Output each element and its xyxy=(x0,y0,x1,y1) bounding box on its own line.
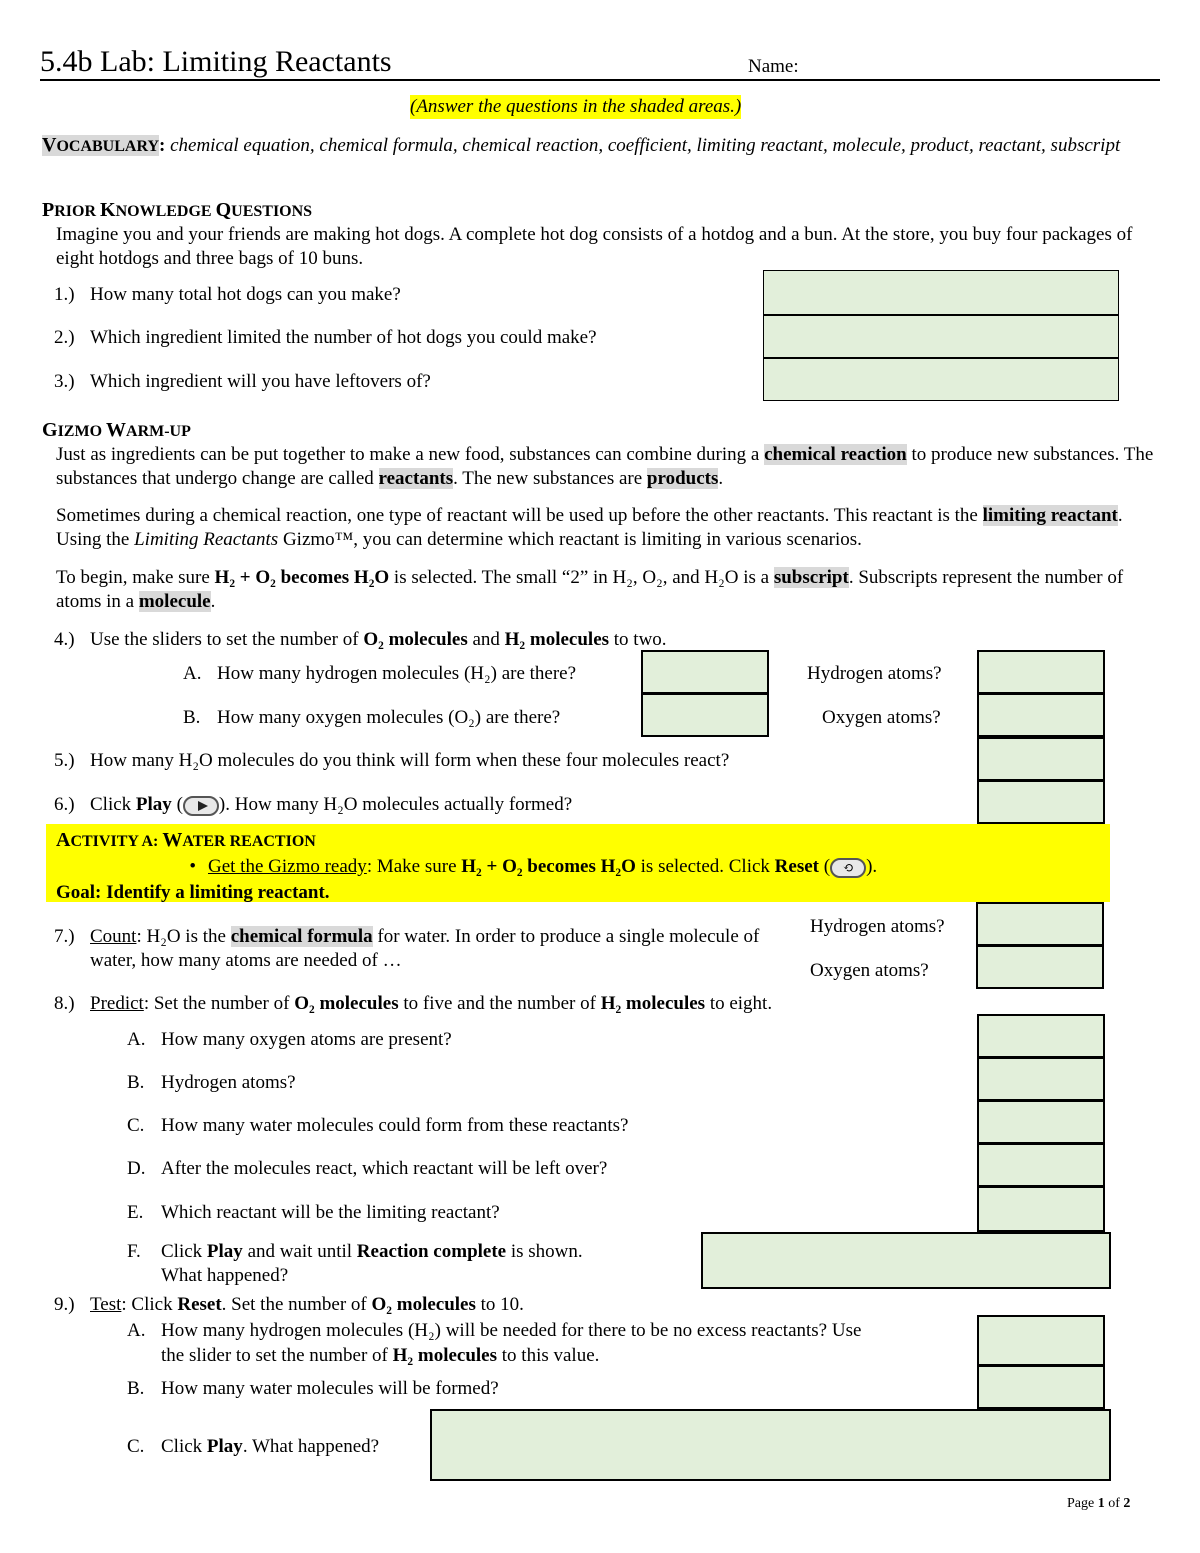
answer-box-4b[interactable] xyxy=(641,693,769,737)
answer-box-9a[interactable] xyxy=(977,1315,1105,1366)
question-8: 8.) Predict: Set the number of O₂ molecules to five and the number of H₂ molecules to eight. xyxy=(54,993,773,1014)
question-8f-followup: What happened? xyxy=(161,1265,289,1286)
warmup-paragraph-2: Sometimes during a chemical reaction, one type of reactant will be used up before the other reactants. This reactant is the limiting reactant. Using the Limiting Reactants Gizmo™, you can determine which reactant is limiting in various scenarios. xyxy=(56,505,1123,550)
answer-box-3[interactable] xyxy=(763,357,1119,401)
question-5: 5.) How many H₂O molecules do you think will form when these four molecules react? xyxy=(54,750,730,771)
question-8e: E. Which reactant will be the limiting reactant? xyxy=(127,1202,500,1223)
question-1: 1.) How many total hot dogs can you make? xyxy=(54,284,401,305)
instructions: (Answer the questions in the shaded areas.) xyxy=(410,96,742,117)
gizmo-warmup-heading: GIZMO WARM-UP xyxy=(42,419,191,441)
answer-box-8c[interactable] xyxy=(977,1100,1105,1144)
goal-line: Goal: Identify a limiting reactant. xyxy=(56,882,330,903)
answer-box-8a[interactable] xyxy=(977,1014,1105,1058)
answer-box-5[interactable] xyxy=(977,737,1105,781)
page-number: Page 1 of 2 xyxy=(1067,1496,1131,1511)
question-9c: C. Click Play. What happened? xyxy=(127,1436,380,1457)
answer-box-8b[interactable] xyxy=(977,1057,1105,1101)
answer-box-8d[interactable] xyxy=(977,1143,1105,1187)
play-icon xyxy=(183,796,219,816)
question-8c: C. How many water molecules could form from these reactants? xyxy=(127,1115,629,1136)
header-rule xyxy=(40,79,1160,81)
answer-box-2[interactable] xyxy=(763,314,1119,358)
reset-icon: ⟲ xyxy=(830,858,866,878)
question-4b: B. How many oxygen molecules (O₂) are there? xyxy=(183,707,561,728)
answer-box-4b-atoms[interactable] xyxy=(977,693,1105,737)
question-4a: A. How many hydrogen molecules (H₂) are there? xyxy=(183,663,577,684)
question-9: 9.) Test: Click Reset. Set the number of O₂ molecules to 10. xyxy=(54,1294,524,1315)
answer-box-8f[interactable] xyxy=(701,1232,1111,1289)
answer-box-9b[interactable] xyxy=(977,1365,1105,1409)
question-9b: B. How many water molecules will be formed? xyxy=(127,1378,499,1399)
question-4a-side: Hydrogen atoms? xyxy=(807,663,942,684)
activity-a-heading: ACTIVITY A: WATER REACTION xyxy=(56,829,316,851)
vocabulary-terms: chemical equation, chemical formula, chemical reaction, coefficient, limiting reactant, molecule, product, reactant, subscript xyxy=(170,135,1121,156)
vocabulary-label: VOCABULARY xyxy=(42,134,160,156)
question-4b-side: Oxygen atoms? xyxy=(822,707,941,728)
answer-box-4a-atoms[interactable] xyxy=(977,650,1105,694)
warmup-paragraph-1: Just as ingredients can be put together to make a new food, substances can combine during a chemical reaction to produce new substances. The substances that undergo change are called reactants. The new substances are products. xyxy=(56,444,1154,489)
vocabulary: VOCABULARY: chemical equation, chemical formula, chemical reaction, coefficient, limiting reactant, molecule, product, reactant, subscript xyxy=(42,134,1121,156)
question-7-oxygen-label: Oxygen atoms? xyxy=(810,960,929,981)
question-8f: F. Click Play and wait until Reaction complete is shown. xyxy=(127,1241,583,1262)
question-8b: B. Hydrogen atoms? xyxy=(127,1072,296,1093)
answer-box-6[interactable] xyxy=(977,780,1105,824)
prior-intro: Imagine you and your friends are making hot dogs. A complete hot dog consists of a hotdog and a bun. At the store, you buy four packages of eight hotdogs and three bags of 10 buns. xyxy=(56,224,1133,269)
question-3: 3.) Which ingredient will you have leftovers of? xyxy=(54,371,431,392)
answer-box-7-oxygen[interactable] xyxy=(976,945,1104,989)
answer-box-7-hydrogen[interactable] xyxy=(976,902,1104,946)
gizmo-ready-line: • Get the Gizmo ready: Make sure H₂ + O₂ becomes H₂O is selected. Click Reset ( ⟲ ). xyxy=(189,856,878,877)
question-7: 7.) Count: H₂O is the chemical formula for water. In order to produce a single molecule of water, how many atoms are needed of … xyxy=(54,926,760,971)
question-8a: A. How many oxygen atoms are present? xyxy=(127,1029,452,1050)
question-8d: D. After the molecules react, which reactant will be left over? xyxy=(127,1158,608,1179)
question-2: 2.) Which ingredient limited the number of hot dogs you could make? xyxy=(54,327,597,348)
answer-box-4a[interactable] xyxy=(641,650,769,694)
question-9a-line-2: the slider to set the number of H₂ molecules to this value. xyxy=(161,1345,600,1366)
answer-box-1[interactable] xyxy=(763,270,1119,315)
page-title: 5.4b Lab: Limiting Reactants xyxy=(40,45,392,78)
warmup-paragraph-3: To begin, make sure H₂ + O₂ becomes H₂O is selected. The small “2” in H₂, O₂, and H₂O is a subscript. Subscripts represent the number of atoms in a molecule. xyxy=(56,567,1124,612)
answer-box-8e[interactable] xyxy=(977,1186,1105,1232)
prior-knowledge-heading: PRIOR KNOWLEDGE QUESTIONS xyxy=(42,199,313,221)
answer-box-9c[interactable] xyxy=(430,1409,1111,1481)
name-label: Name: xyxy=(748,56,799,77)
question-4: 4.) Use the sliders to set the number of O₂ molecules and H₂ molecules to two. xyxy=(54,629,667,650)
question-7-hydrogen-label: Hydrogen atoms? xyxy=(810,916,945,937)
gizmo-ready-link: Get the Gizmo ready xyxy=(208,856,367,877)
question-9a: A. How many hydrogen molecules (H₂) will be needed for there to be no excess reactants? Use xyxy=(127,1320,862,1341)
question-6: 6.) Click Play ( ). How many H₂O molecules actually formed? xyxy=(54,794,573,815)
